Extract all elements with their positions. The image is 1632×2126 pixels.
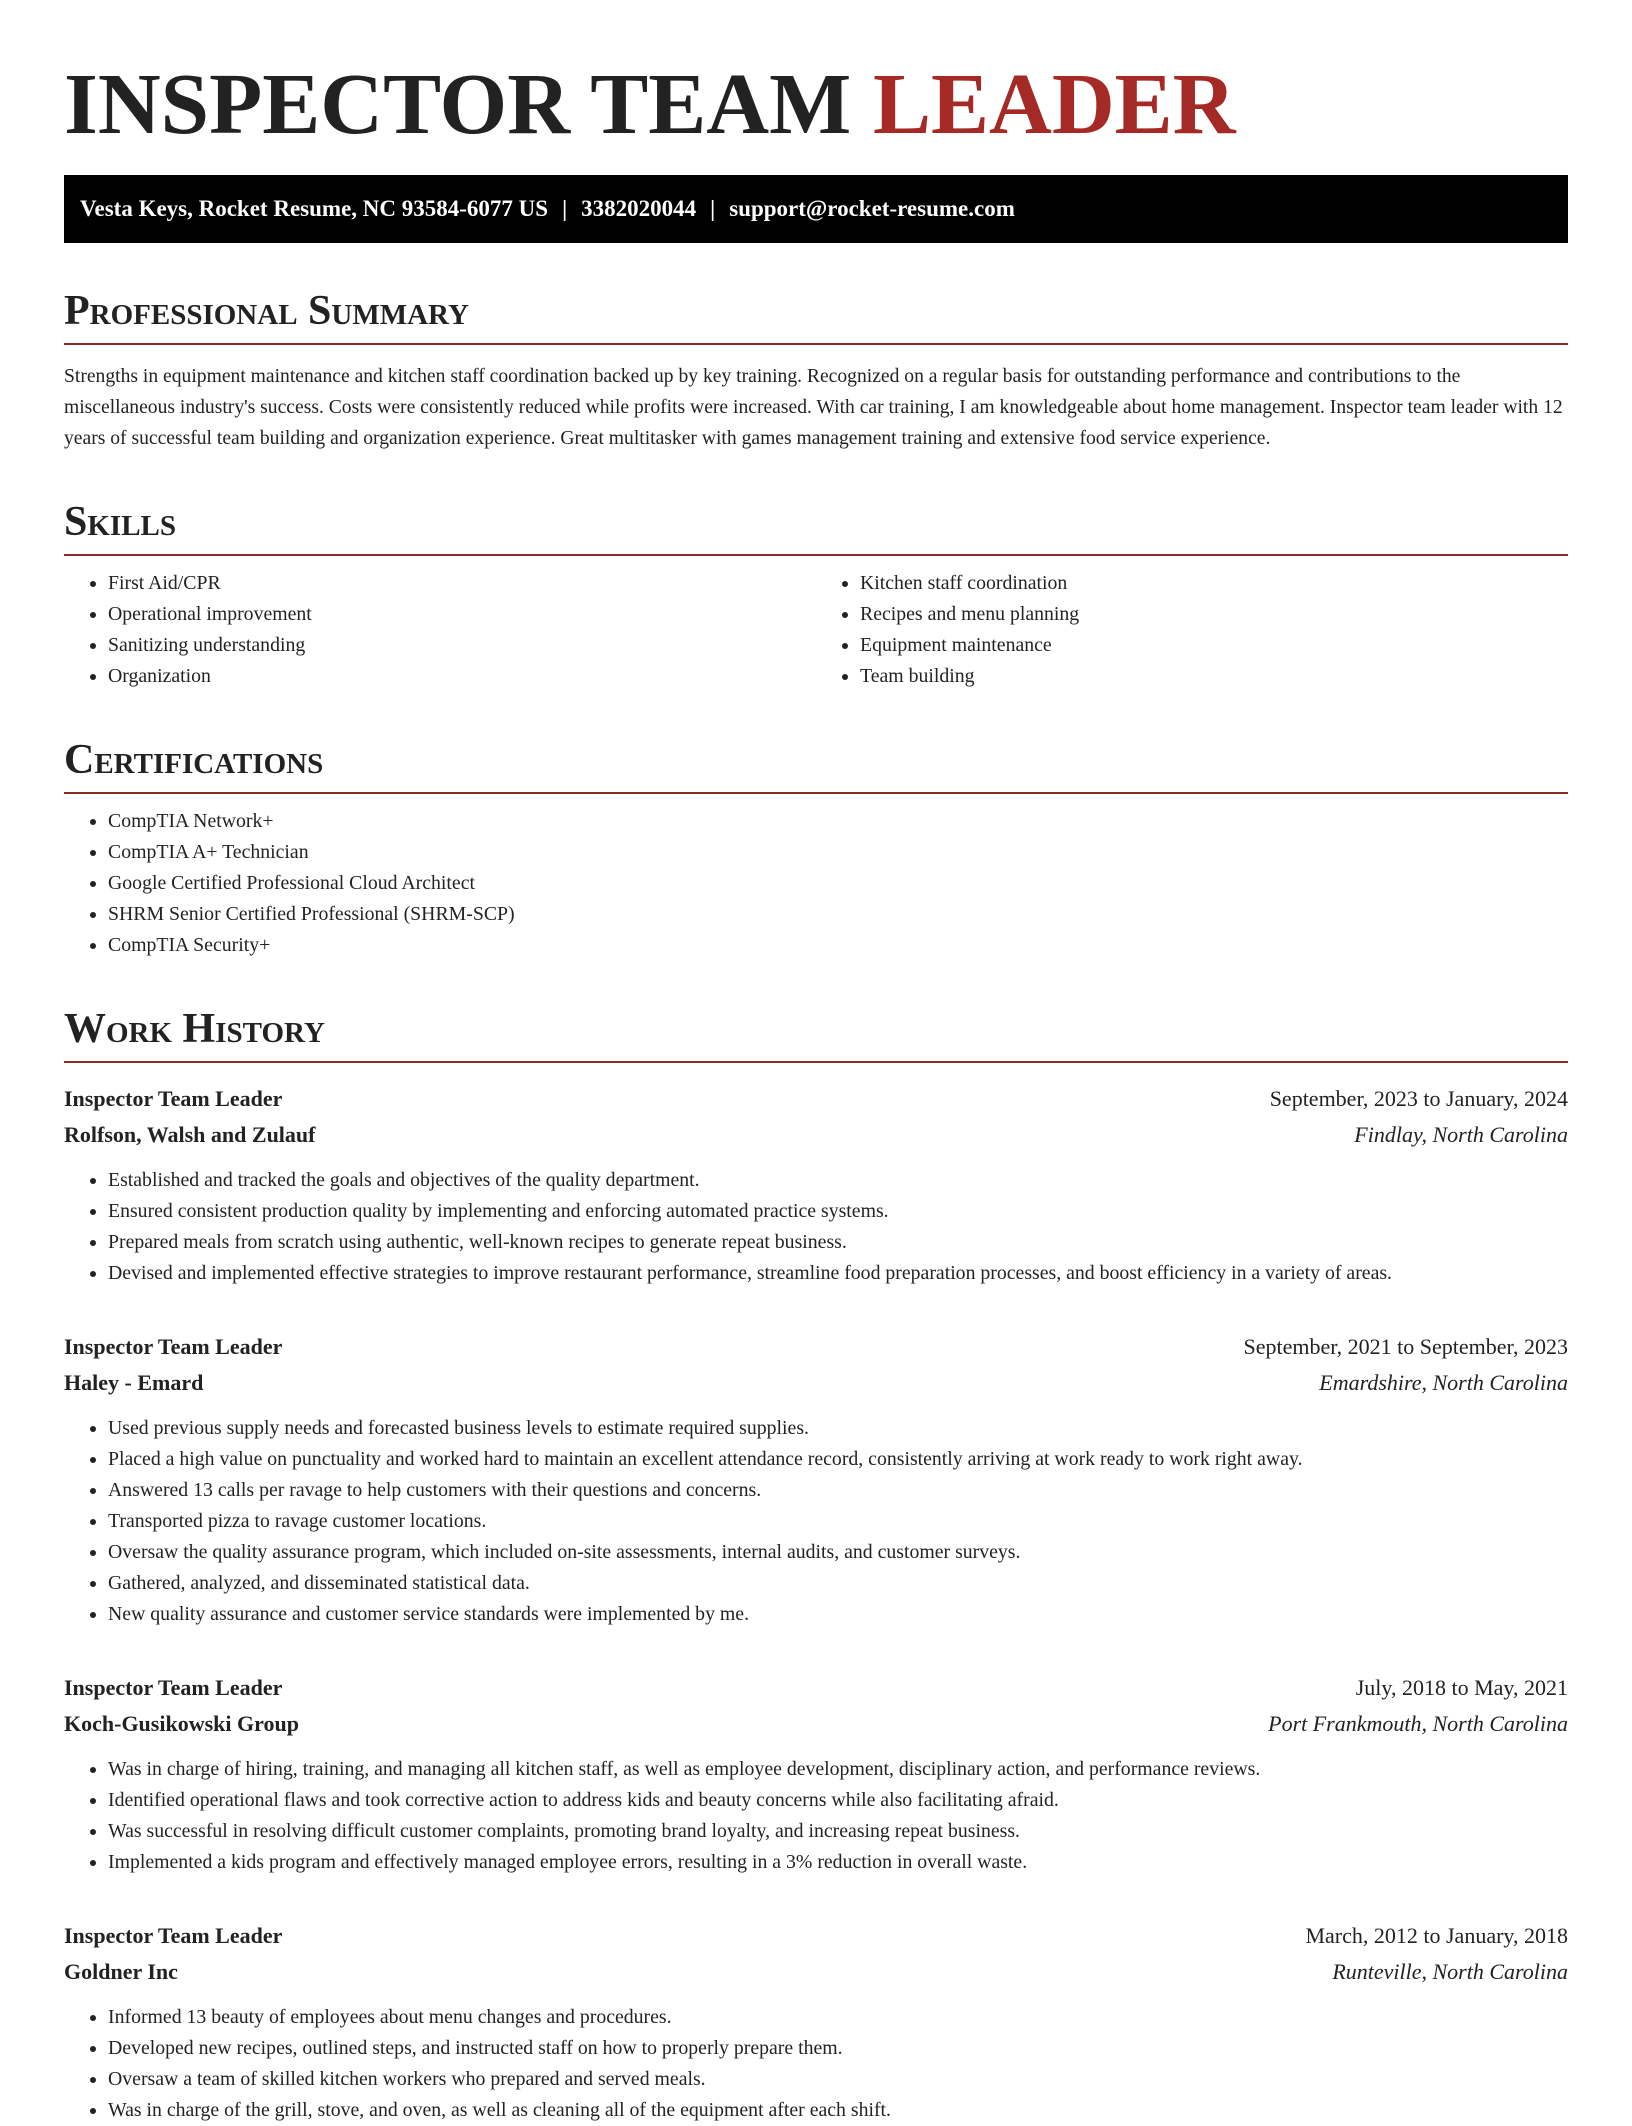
skill-item: • Recipes and menu planning: [860, 599, 1568, 630]
certification-item: • Google Certified Professional Cloud Architect: [108, 868, 1568, 899]
certification-item: • CompTIA A+ Technician: [108, 837, 1568, 868]
job-location: Findlay, North Carolina: [1354, 1122, 1568, 1147]
skills-list: [64, 568, 1568, 692]
job-duty: • Was successful in resolving difficult customer complaints, promoting brand loyalty, and increasing repeat business.: [108, 1816, 1568, 1847]
job-company-row: [64, 1954, 1568, 1990]
job-duty: • Informed 13 beauty of employees about menu changes and procedures.: [108, 2002, 1568, 2033]
job-duties: [64, 1165, 1568, 1289]
job-duty: • Oversaw a team of skilled kitchen workers who prepared and served meals.: [108, 2064, 1568, 2095]
job-duty: • Developed new recipes, outlined steps, and instructed staff on how to properly prepare them.: [108, 2033, 1568, 2064]
job-duty: • Oversaw the quality assurance program, which included on-site assessments, internal audits, and customer surveys.: [108, 1537, 1568, 1568]
job-dates: July, 2018 to May, 2021: [1355, 1675, 1568, 1700]
job-company: Haley - Emard: [64, 1370, 204, 1395]
contact-bar: [64, 175, 1568, 243]
job-duties: [64, 1413, 1568, 1630]
job-duty: • Placed a high value on punctuality and worked hard to maintain an excellent attendance record, consistently arriving at work ready to work right away.: [108, 1444, 1568, 1475]
job-company-row: [64, 1117, 1568, 1153]
job-dates: March, 2012 to January, 2018: [1305, 1923, 1568, 1948]
job-header-row: [64, 1670, 1568, 1706]
job-duty: • Identified operational flaws and took corrective action to address kids and beauty concerns while also facilitating afraid.: [108, 1785, 1568, 1816]
summary-text: Strengths in equipment maintenance and kitchen staff coordination backed up by key training. Recognized on a regular basis for outstanding performance and contributions to the miscellaneous industry's success. Costs were consistently reduced while profits were increased. With car training, I am knowledgeable about home management. Inspector team leader with 12 years of successful team building and organization experience. Great multitasker with games management training and extensive food service experience.: [64, 366, 1563, 449]
job-title: Inspector Team Leader: [64, 1675, 283, 1700]
contact-separator: |: [710, 196, 716, 221]
job-location: Port Frankmouth, North Carolina: [1268, 1711, 1568, 1736]
job-duty: • Answered 13 calls per ravage to help customers with their questions and concerns.: [108, 1475, 1568, 1506]
job-company: Goldner Inc: [64, 1959, 178, 1984]
skill-item: • Kitchen staff coordination: [860, 568, 1568, 599]
job-title: Inspector Team Leader: [64, 1923, 283, 1948]
job-duty: • New quality assurance and customer service standards were implemented by me.: [108, 1599, 1568, 1630]
job-duties: [64, 2002, 1568, 2126]
contact-email: support@rocket-resume.com: [729, 196, 1015, 221]
skill-item: • Sanitizing understanding: [108, 630, 816, 661]
skills-column-right: [816, 568, 1568, 692]
job-entry: [64, 1081, 1568, 1289]
summary-heading: Professional Summary: [64, 285, 1568, 345]
job-location: Runteville, North Carolina: [1332, 1959, 1568, 1984]
job-dates: September, 2023 to January, 2024: [1269, 1086, 1568, 1111]
skill-item: • Team building: [860, 661, 1568, 692]
job-duty: • Was in charge of the grill, stove, and oven, as well as cleaning all of the equipment after each shift.: [108, 2095, 1568, 2126]
job-dates: September, 2021 to September, 2023: [1243, 1334, 1568, 1359]
certification-item: • SHRM Senior Certified Professional (SHRM-SCP): [108, 899, 1568, 930]
job-location: Emardshire, North Carolina: [1319, 1370, 1568, 1395]
job-duty: • Implemented a kids program and effectively managed employee errors, resulting in a 3% reduction in overall waste.: [108, 1847, 1568, 1878]
job-company: Rolfson, Walsh and Zulauf: [64, 1122, 316, 1147]
job-duty: • Transported pizza to ravage customer locations.: [108, 1506, 1568, 1537]
contact-separator: |: [562, 196, 568, 221]
job-duty: • Used previous supply needs and forecasted business levels to estimate required supplies.: [108, 1413, 1568, 1444]
contact-address: Vesta Keys, Rocket Resume, NC 93584-6077 US: [80, 196, 549, 221]
job-header-row: [64, 1918, 1568, 1954]
skill-item: • Equipment maintenance: [860, 630, 1568, 661]
job-duty: • Ensured consistent production quality by implementing and enforcing automated practice systems.: [108, 1196, 1568, 1227]
job-duty: • Prepared meals from scratch using authentic, well-known recipes to generate repeat business.: [108, 1227, 1568, 1258]
certification-item: • CompTIA Network+: [108, 806, 1568, 837]
certification-item: • CompTIA Security+: [108, 930, 1568, 961]
job-company-row: [64, 1365, 1568, 1401]
work-history-heading: Work History: [64, 1003, 1568, 1063]
job-duty: • Gathered, analyzed, and disseminated statistical data.: [108, 1568, 1568, 1599]
job-header-row: [64, 1329, 1568, 1365]
job-entry: [64, 1918, 1568, 2126]
title-accent: LEADER: [872, 55, 1236, 152]
job-company: Koch-Gusikowski Group: [64, 1711, 299, 1736]
job-entry: [64, 1329, 1568, 1630]
job-duty: • Devised and implemented effective strategies to improve restaurant performance, streamline food preparation processes, and boost efficiency in a variety of areas.: [108, 1258, 1568, 1289]
job-title: Inspector Team Leader: [64, 1086, 283, 1111]
skill-item: • First Aid/CPR: [108, 568, 816, 599]
certifications-heading: Certifications: [64, 734, 1568, 794]
job-company-row: [64, 1706, 1568, 1742]
job-title: Inspector Team Leader: [64, 1334, 283, 1359]
skill-item: • Operational improvement: [108, 599, 816, 630]
job-header-row: [64, 1081, 1568, 1117]
title-main: INSPECTOR TEAM: [64, 55, 873, 152]
skill-item: • Organization: [108, 661, 816, 692]
skills-column-left: [64, 568, 816, 692]
certifications-list: [64, 806, 1568, 961]
job-duties: [64, 1754, 1568, 1878]
resume-title: [64, 54, 1568, 154]
contact-phone: 3382020044: [581, 196, 697, 221]
job-duty: • Established and tracked the goals and objectives of the quality department.: [108, 1165, 1568, 1196]
job-duty: • Was in charge of hiring, training, and managing all kitchen staff, as well as employee development, disciplinary action, and performance reviews.: [108, 1754, 1568, 1785]
skills-heading: Skills: [64, 496, 1568, 556]
job-entry: [64, 1670, 1568, 1878]
